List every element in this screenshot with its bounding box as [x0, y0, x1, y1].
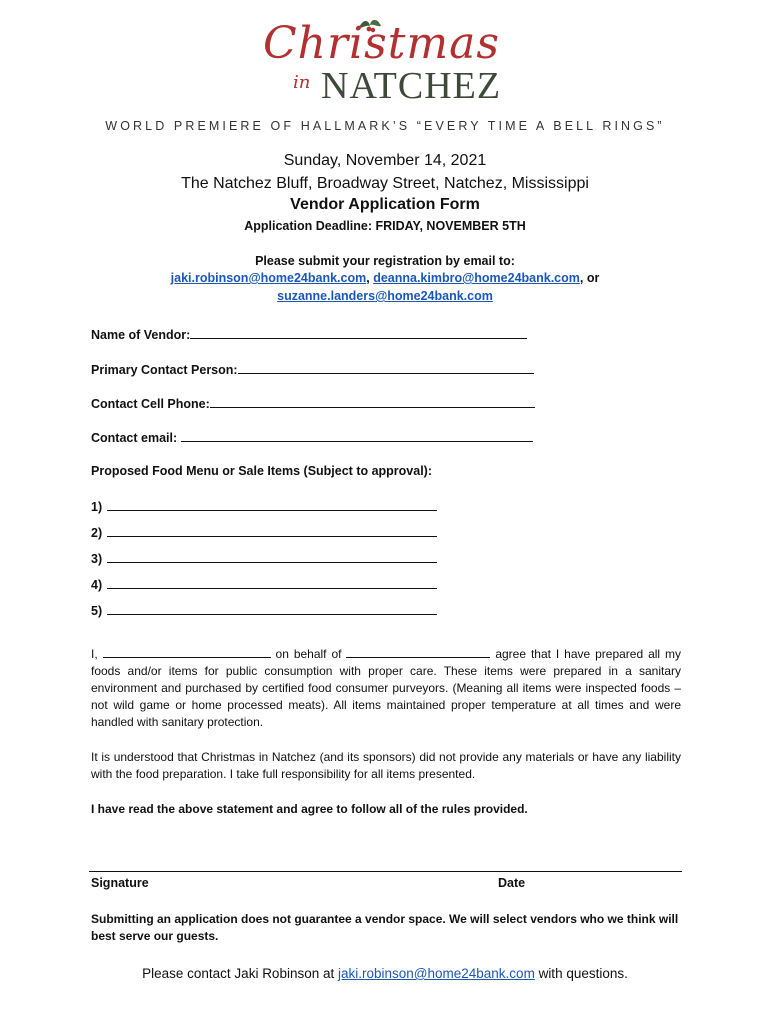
email-list-line-1 — [0, 271, 770, 285]
cell-phone-label: Contact Cell Phone: — [91, 397, 210, 411]
contact-email-link[interactable]: jaki.robinson@home24bank.com — [338, 966, 535, 981]
primary-contact-label: Primary Contact Person: — [91, 363, 238, 377]
contact-email-blank[interactable] — [181, 429, 533, 442]
logo-natchez-text: NATCHEZ — [321, 65, 502, 107]
menu-item-line — [91, 498, 437, 514]
items-heading: Proposed Food Menu or Sale Items (Subject to approval): — [91, 464, 433, 478]
item-number: 4) — [91, 578, 103, 592]
premiere-tagline: WORLD PREMIERE OF HALLMARK’S “EVERY TIME A BELL RINGS” — [105, 119, 665, 133]
menu-item-line — [91, 524, 437, 540]
item-number: 3) — [91, 552, 103, 566]
primary-contact-blank[interactable] — [238, 361, 534, 374]
disclaimer-text: Submitting an application does not guarantee a vendor space. We will select vendors who we think will best serve our guests. — [91, 912, 679, 943]
email-list-line-2 — [0, 289, 770, 303]
menu-item-line — [91, 602, 437, 618]
primary-contact-field — [91, 361, 534, 377]
menu-item-line — [91, 550, 437, 566]
contact-line — [0, 966, 770, 981]
item-number: 1) — [91, 500, 103, 514]
submit-instructions: Please submit your registration by email to: — [255, 254, 515, 268]
form-title: Vendor Application Form — [290, 196, 480, 213]
email-separator: , — [366, 271, 374, 285]
item-number: 2) — [91, 526, 103, 540]
contact-after: with questions. — [534, 966, 628, 981]
contact-before: Please contact Jaki Robinson at — [142, 966, 338, 981]
vendor-name-label: Name of Vendor: — [91, 328, 191, 342]
menu-item-blank[interactable] — [107, 602, 437, 615]
menu-item-line — [91, 576, 437, 592]
cell-phone-blank[interactable] — [210, 395, 535, 408]
menu-item-blank[interactable] — [107, 576, 437, 589]
email-link-jaki[interactable]: jaki.robinson@home24bank.com — [170, 271, 367, 285]
cell-phone-field — [91, 395, 535, 411]
agreement-statement: I have read the above statement and agree to follow all of the rules provided. — [91, 802, 528, 816]
signature-label: Signature — [91, 876, 149, 890]
logo-christmas-text: Christmas — [263, 18, 500, 69]
email-link-suzanne[interactable]: suzanne.landers@home24bank.com — [277, 289, 493, 303]
date-label: Date — [498, 876, 526, 890]
item-number: 5) — [91, 604, 103, 618]
menu-item-blank[interactable] — [107, 498, 437, 511]
liability-paragraph: It is understood that Christmas in Natchez (and its sponsors) did not provide any materials or have any liability with the food preparation. I take full responsibility for all items presented. — [91, 750, 681, 781]
statement-part-1: I, — [91, 647, 103, 661]
statement-part-3: agree that I have prepared all my foods and/or items for public consumption with proper care. These items were prepared in a sanitary environment and purchased by certified food consumer purveyors. (Meaning all items were inspected foods – not wild game or home processed meats). All items maintained proper temperature at all times and were handled with sanitary protection. — [91, 647, 682, 729]
event-date: Sunday, November 14, 2021 — [283, 152, 487, 169]
logo-in-text: in — [293, 72, 311, 93]
menu-item-blank[interactable] — [107, 524, 437, 537]
email-link-deanna[interactable]: deanna.kimbro@home24bank.com — [373, 271, 580, 285]
email-separator: , or — [579, 271, 600, 285]
application-deadline: Application Deadline: FRIDAY, NOVEMBER 5TH — [244, 219, 526, 233]
business-blank[interactable] — [346, 646, 490, 658]
signature-line[interactable] — [89, 871, 682, 872]
contact-email-field — [91, 429, 533, 445]
vendor-name-blank[interactable] — [190, 326, 527, 339]
name-blank[interactable] — [103, 646, 271, 658]
christmas-in-natchez-logo — [255, 14, 525, 107]
statement-part-2: on behalf of — [270, 647, 347, 661]
event-venue: The Natchez Bluff, Broadway Street, Natchez, Mississippi — [181, 175, 589, 192]
contact-email-label: Contact email: — [91, 431, 181, 445]
menu-item-blank[interactable] — [107, 550, 437, 563]
vendor-name-field — [91, 326, 527, 342]
statement-paragraph — [91, 646, 681, 731]
